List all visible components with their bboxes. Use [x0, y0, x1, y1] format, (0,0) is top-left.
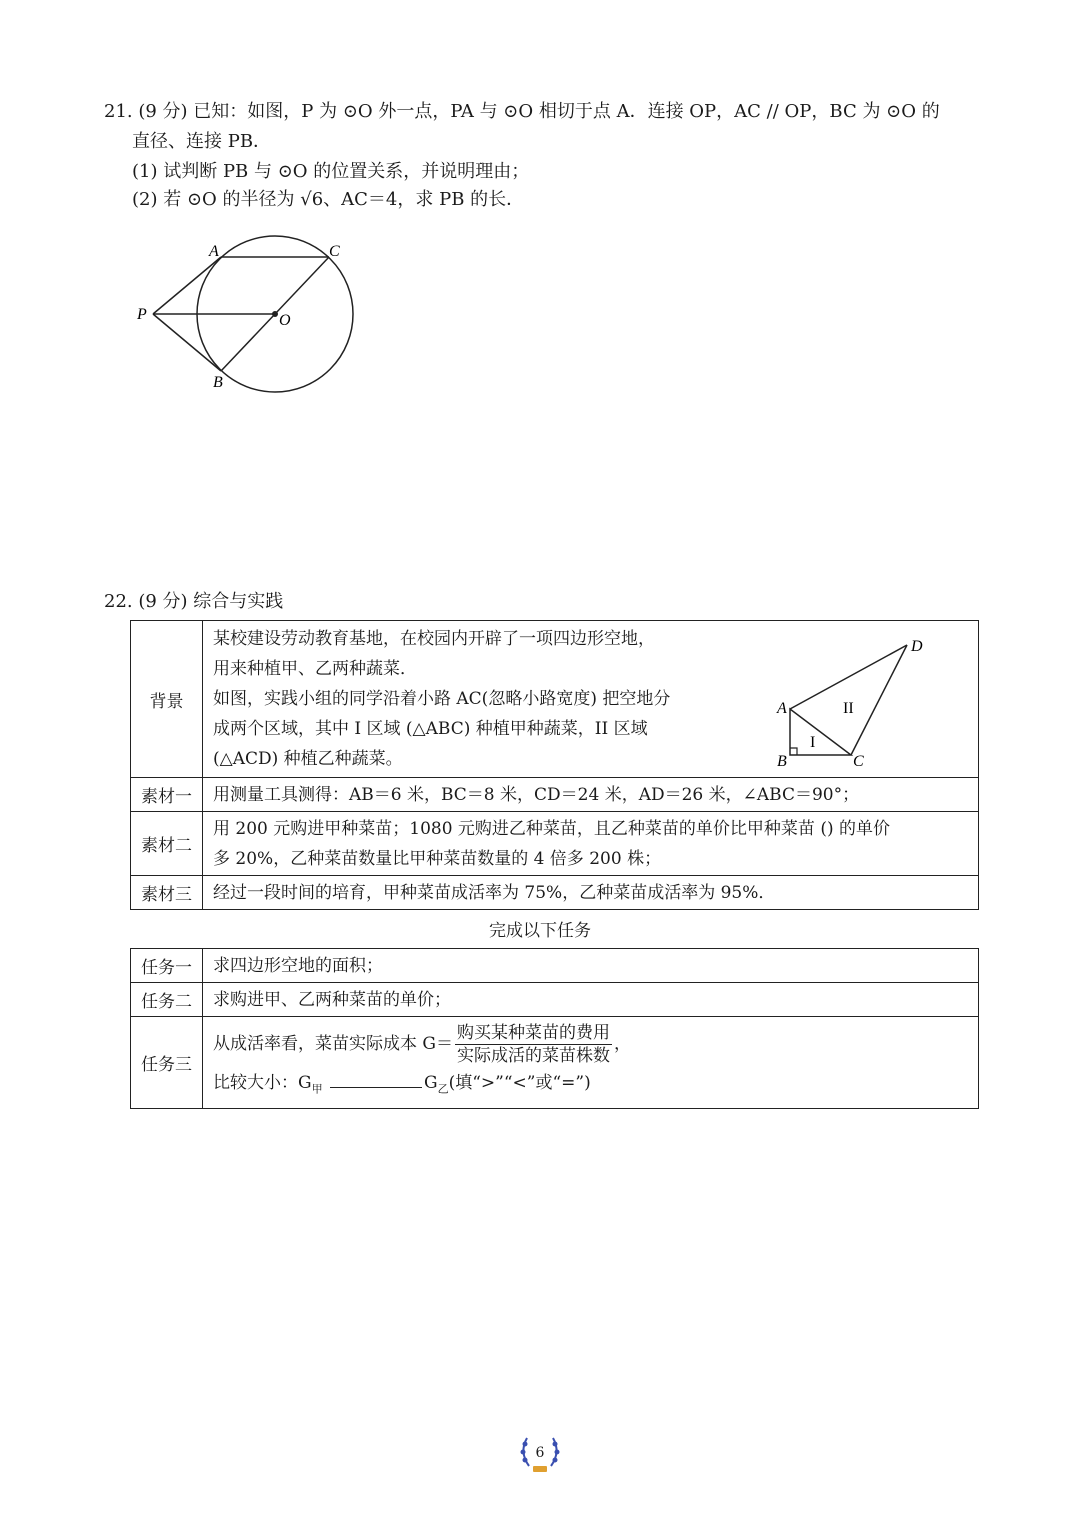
fig-label-region-2: II [843, 700, 854, 717]
q21-line-2: 直径、连接 PB． [132, 131, 272, 152]
material-2-line-2: 多 20%，乙种菜苗数量比甲种菜苗数量的 4 倍多 200 株； [213, 848, 662, 869]
background-line-4: 成两个区域，其中 I 区域 (△ABC) 种植甲种蔬菜，II 区域 [213, 719, 648, 739]
row-label-material-2: 素材二 [131, 812, 203, 876]
subscript-yi: 乙 [437, 1082, 449, 1096]
quadrilateral-figure [765, 629, 955, 779]
q21-line-1: 21. (9 分) 已知：如图，P 为 ⊙O 外一点，PA 与 ⊙O 相切于点 A．连接 OP，AC // OP，BC 为 ⊙O 的 [104, 101, 940, 122]
task-3-suffix: ， [613, 1034, 631, 1055]
emblem-base-icon [533, 1466, 547, 1472]
background-line-1: 某校建设劳动教育基地，在校园内开辟了一项四边形空地， [213, 629, 655, 649]
table-row-task-3 [131, 1017, 979, 1109]
background-line-5: (△ACD) 种植乙种蔬菜。 [213, 749, 403, 769]
fig-label-a: A [777, 700, 787, 717]
compare-prefix: 比较大小：G [213, 1073, 312, 1094]
row-label-task-2: 任务二 [131, 983, 203, 1017]
fig-label-b: B [777, 753, 787, 770]
task-2-text: 求购进甲、乙两种菜苗的单价； [213, 989, 451, 1010]
table-row-background [131, 621, 979, 778]
compare-suffix: (填“>”“<”或“=”) [448, 1073, 591, 1094]
answer-blank[interactable] [330, 1071, 422, 1088]
label-c: C [329, 243, 340, 260]
task-3-prefix: 从成活率看，菜苗实际成本 G＝ [213, 1034, 453, 1055]
table-row-material-3 [131, 876, 979, 910]
fraction-numerator: 购买某种菜苗的费用 [456, 1023, 610, 1044]
q21-part-1: (1) 试判断 PB 与 ⊙O 的位置关系，并说明理由； [132, 161, 530, 182]
task-1-text: 求四边形空地的面积； [213, 955, 383, 976]
table-row-material-1 [131, 778, 979, 812]
row-label-material-3: 素材三 [131, 876, 203, 910]
table-row-task-2 [131, 983, 979, 1017]
segment-pa [153, 257, 221, 314]
q21-circle-figure [125, 230, 365, 404]
subscript-jia: 甲 [311, 1082, 323, 1096]
page-number: 6 [535, 1445, 545, 1461]
label-p: P [137, 306, 147, 323]
fraction-denominator: 实际成活的菜苗株数 [456, 1046, 610, 1067]
material-3-text: 经过一段时间的培育，甲种菜苗成活率为 75%，乙种菜苗成活率为 95%． [213, 882, 776, 903]
q21-part-2: (2) 若 ⊙O 的半径为 √6、AC＝4，求 PB 的长． [132, 189, 525, 210]
triangle-abc [790, 709, 851, 755]
materials-table [130, 620, 979, 910]
background-line-2: 用来种植甲、乙两种蔬菜． [213, 659, 417, 679]
tasks-title: 完成以下任务 [489, 921, 591, 941]
label-o: O [279, 312, 291, 329]
background-line-3: 如图，实践小组的同学沿着小路 AC(忽略小路宽度) 把空地分 [213, 689, 671, 709]
segment-pb [153, 314, 221, 371]
row-label-task-3: 任务三 [131, 1017, 203, 1109]
tasks-table [130, 948, 979, 1109]
task-3-line-1 [213, 1020, 968, 1068]
page-number-emblem [515, 1430, 565, 1480]
fig-label-c: C [853, 753, 864, 770]
row-label-material-1: 素材一 [131, 778, 203, 812]
label-a: A [209, 243, 219, 260]
cost-fraction [455, 1022, 612, 1067]
row-label-task-1: 任务一 [131, 949, 203, 983]
label-b: B [213, 374, 223, 391]
segment-cd [851, 645, 907, 755]
fig-label-region-1: I [810, 734, 816, 751]
point-o [272, 311, 278, 317]
background-content [203, 621, 979, 778]
material-1-text: 用测量工具测得：AB＝6 米，BC＝8 米，CD＝24 米，AD＝26 米，∠ABC＝90°； [213, 784, 860, 805]
fig-label-d: D [911, 638, 923, 655]
material-2-line-1: 用 200 元购进甲种菜苗；1080 元购进乙种菜苗，且乙种菜苗的单价比甲种菜苗 () 的单价 [213, 818, 890, 839]
q22-header: 22. (9 分) 综合与实践 [104, 591, 284, 612]
right-angle-mark [790, 748, 797, 755]
row-label-background: 背景 [131, 621, 203, 778]
task-3-line-2 [213, 1068, 968, 1104]
table-row-task-1 [131, 949, 979, 983]
compare-mid: G [424, 1073, 438, 1094]
table-row-material-2 [131, 812, 979, 876]
